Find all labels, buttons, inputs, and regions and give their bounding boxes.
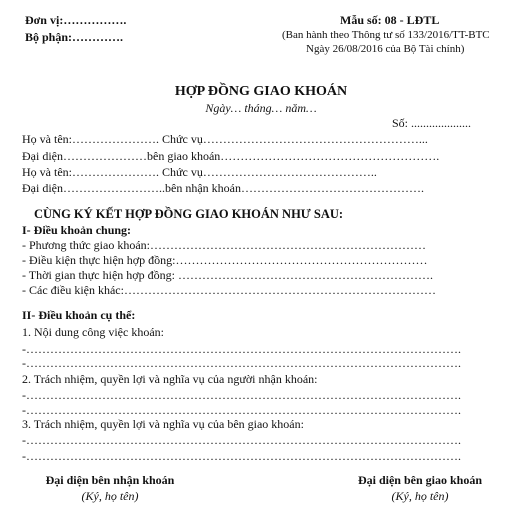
section-2-blank-line: -……………………………………………………………………………………………….	[22, 342, 461, 356]
party-line-3: Họ và tên:…………………. Chức vụ……………………………………..	[22, 165, 377, 179]
section-2-blank-line: -……………………………………………………………………………………………….	[22, 433, 461, 447]
unit-field: Đơn vị:…………….	[25, 13, 127, 27]
section-2-subheading: 1. Nội dung công việc khoán:	[22, 325, 164, 339]
document-title: HỢP ĐỒNG GIAO KHOÁN	[174, 84, 348, 99]
form-number: Mẫu số: 08 - LĐTL	[340, 13, 440, 27]
section-1-item: - Phương thức giao khoán:……………………………………………………………	[22, 238, 427, 252]
section-2-blank-line: -……………………………………………………………………………………………….	[22, 403, 461, 417]
receiver-signature-title: Đại diện bên nhận khoán	[45, 473, 175, 487]
section-1-item: - Thời gian thực hiện hợp đồng: ……………………………………………………….	[22, 268, 433, 282]
issuance-note-line2: Ngày 26/08/2016 của Bộ Tài chính)	[306, 43, 465, 55]
agreement-heading: CÙNG KÝ KẾT HỢP ĐỒNG GIAO KHOÁN NHƯ SAU:	[34, 207, 344, 221]
date-line: Ngày… tháng… năm…	[205, 101, 317, 115]
section-2-subheading: 3. Trách nhiệm, quyền lợi và nghĩa vụ của bên giao khoán:	[22, 417, 304, 431]
assigner-signature-note: (Ký, họ tên)	[391, 489, 449, 503]
party-line-2: Đại diện…………………bên giao khoán……………………………………………….	[22, 149, 440, 163]
section-2-blank-line: -……………………………………………………………………………………………….	[22, 449, 461, 463]
issuance-note-line1: (Ban hành theo Thông tư số 133/2016/TT-BTC	[282, 29, 490, 41]
department-field: Bộ phận:………….	[25, 30, 124, 44]
section-2-subheading: 2. Trách nhiệm, quyền lợi và nghĩa vụ của người nhận khoán:	[22, 372, 318, 386]
section-1-heading: I- Điều khoản chung:	[22, 223, 132, 237]
party-line-1: Họ và tên:…………………. Chức vụ………………………………………………...	[22, 132, 428, 146]
contract-number: Số: ....................	[392, 116, 472, 130]
section-2-heading: II- Điều khoản cụ thể:	[22, 308, 136, 322]
section-2-blank-line: -……………………………………………………………………………………………….	[22, 356, 461, 370]
receiver-signature-note: (Ký, họ tên)	[81, 489, 139, 503]
section-1-item: - Các điều kiện khác:……………………………………………………………………	[22, 283, 436, 297]
section-2-blank-line: -……………………………………………………………………………………………….	[22, 388, 461, 402]
section-1-item: - Điều kiện thực hiện hợp đồng:………………………………………………………	[22, 253, 428, 267]
party-line-4: Đại diện……………………..bên nhận khoán……………………………………….	[22, 181, 424, 195]
assigner-signature-title: Đại diện bên giao khoán	[357, 473, 483, 487]
